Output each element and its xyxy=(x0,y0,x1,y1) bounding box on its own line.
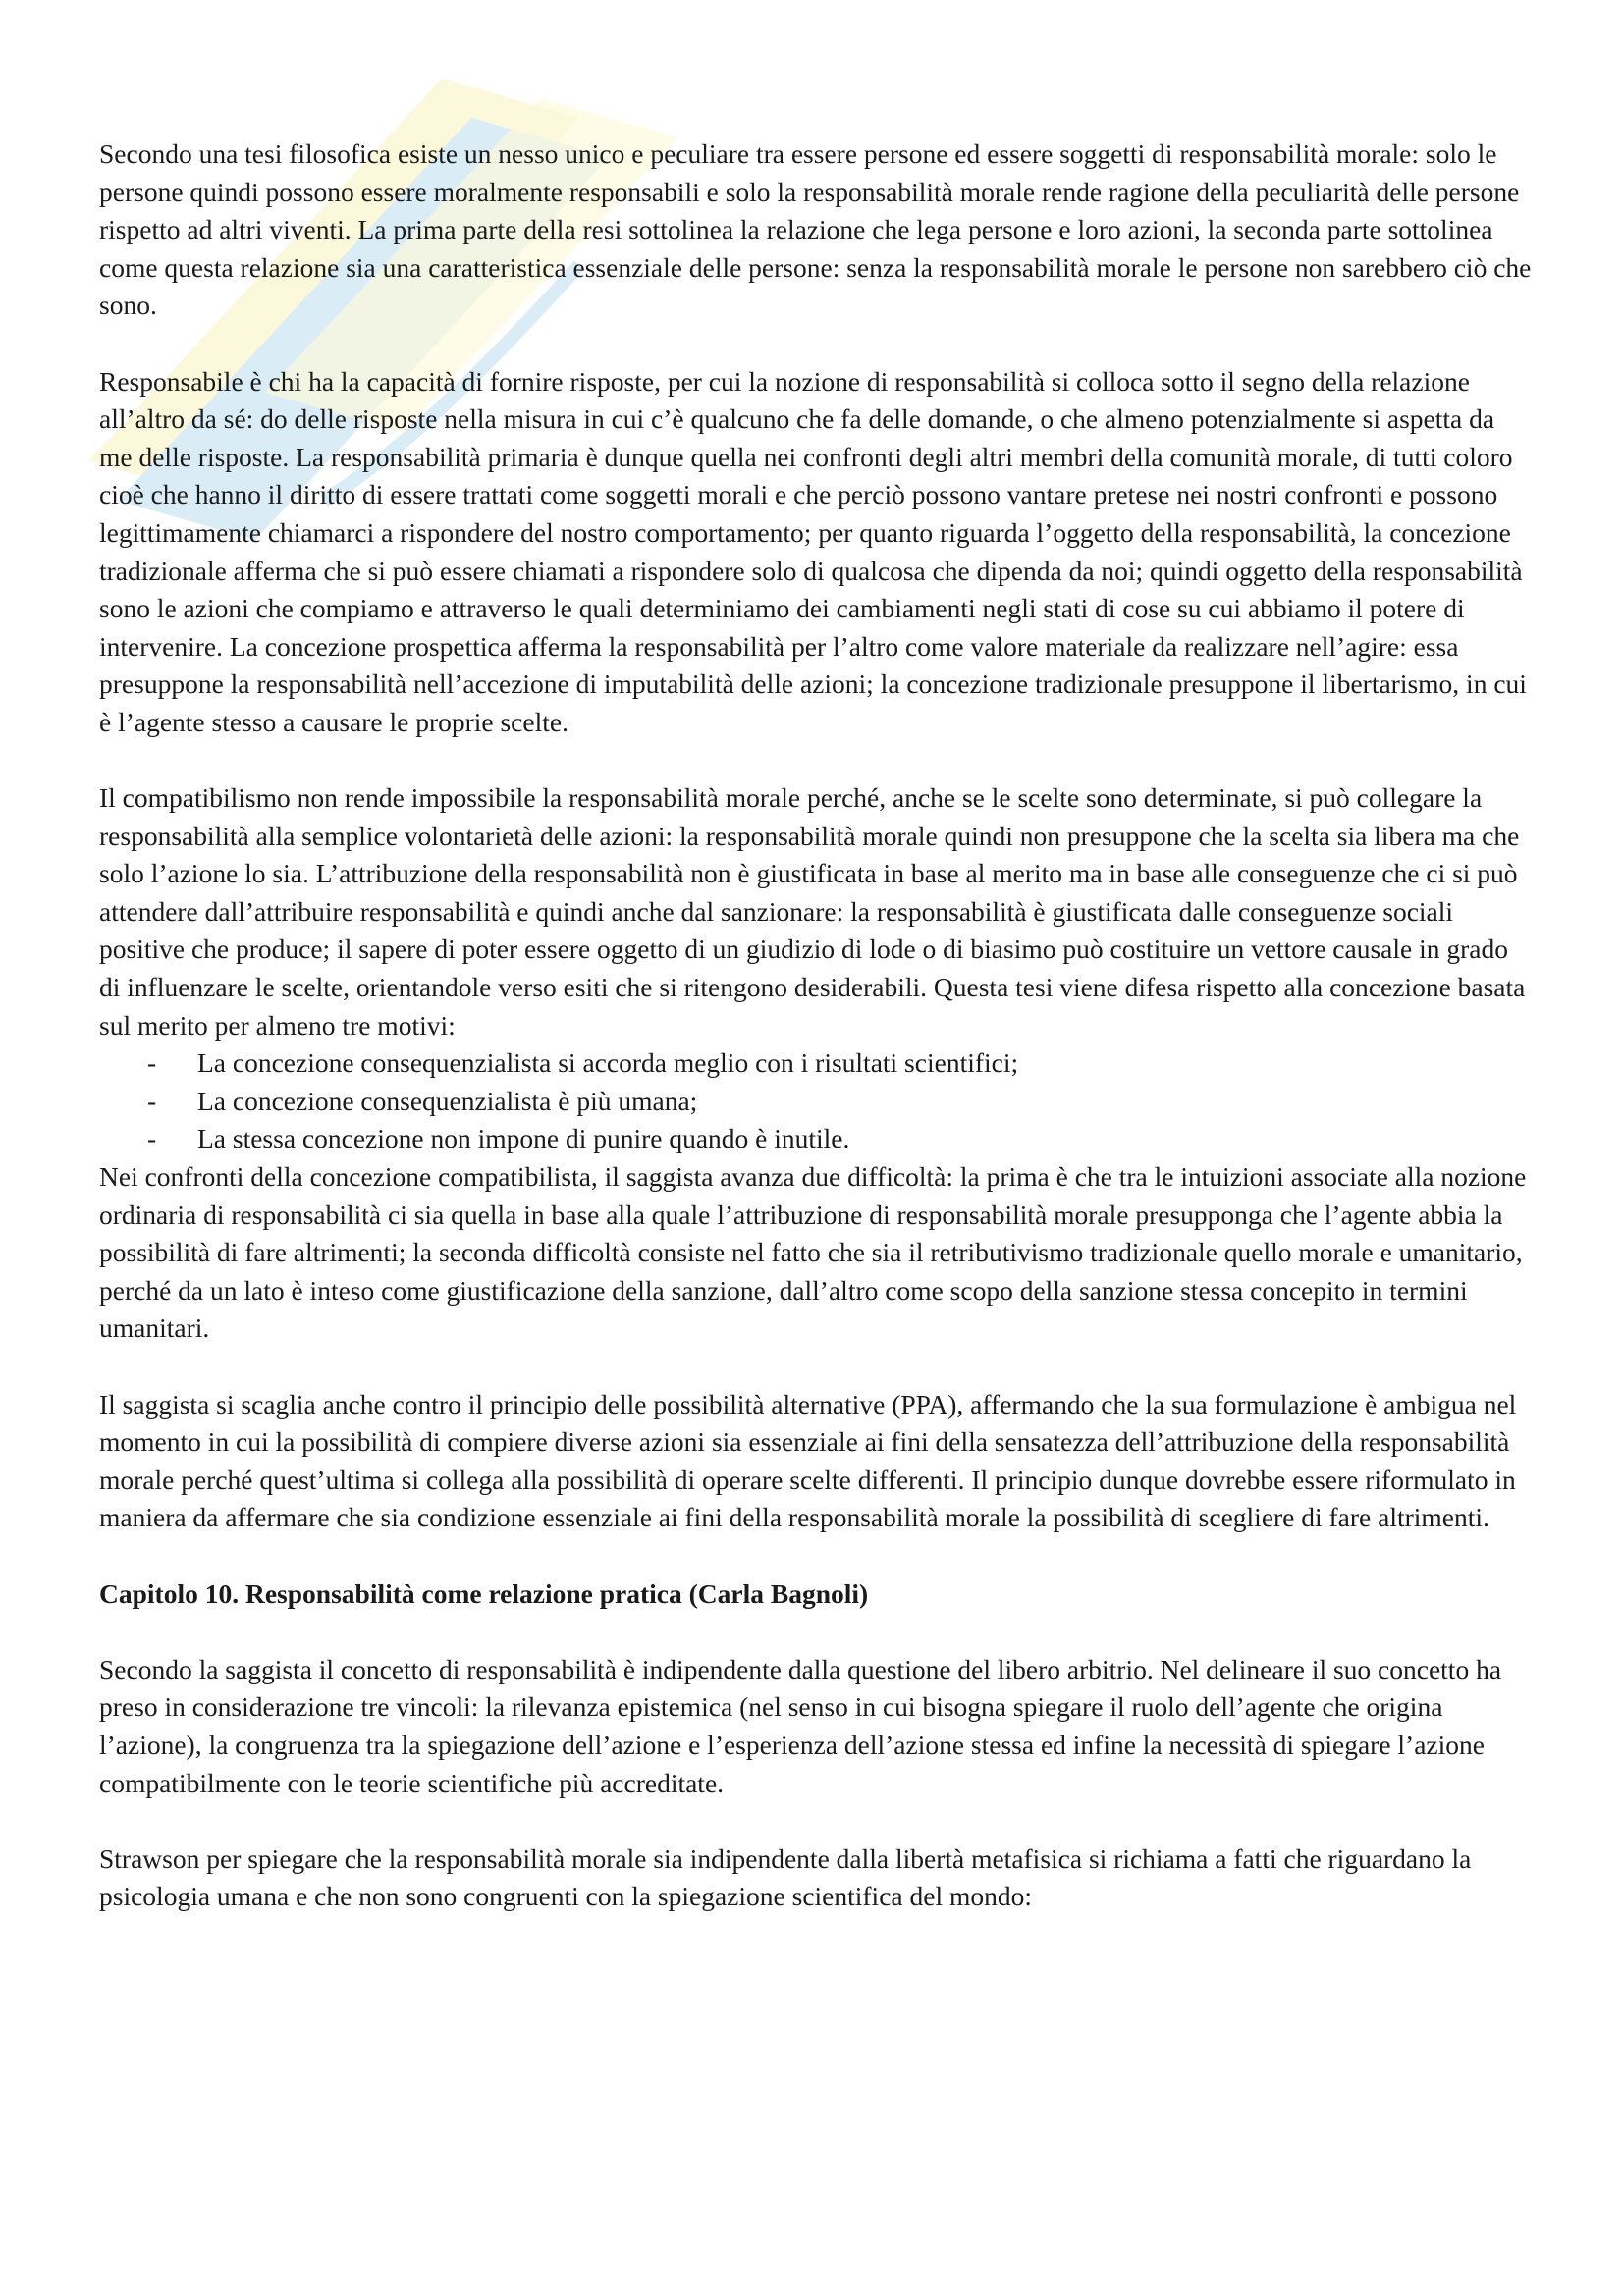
paragraph-compatibilismo: Il compatibilismo non rende impossibile la responsabilità morale perché, anche se le scelte sono determinate, si può collegare la responsabilità alla semplice volontarietà delle azioni: la responsabilità morale quindi non presuppone che la scelta sia libera ma che solo l’azione lo sia. L’attribuzione della responsabilità non è giustificata in base al merito ma in base alle conseguenze che ci si può attendere dall’attribuire responsabilità e quindi anche dal sanzionare: la responsabilità è giustificata dalle conseguenze sociali positive che produce; il sapere di poter essere oggetto di un giudizio di lode o di biasimo può costituire un vettore causale in grado di influenzare le scelte, orientandole verso esiti che si ritengono desiderabili. Questa tesi viene difesa rispetto alla concezione basata sul merito per almeno tre motivi: xyxy=(99,782,1526,1041)
paragraph-saggista: Secondo la saggista il concetto di responsabilità è indipendente dalla questione del libero arbitrio. Nel delineare il suo concetto ha preso in considerazione tre vincoli: la rilevanza epistemica (nel senso in cui bisogna spiegare il ruolo dell’agente che origina l’azione), la congruenza tra la spiegazione dell’azione e l’esperienza dell’azione stessa ed infine la necessità di spiegare l’azione compatibilmente con le teorie scientifiche più accreditate. xyxy=(99,1653,1502,1798)
list-item-text: La concezione consequenzialista si accorda meglio con i risultati scientifici; xyxy=(197,1047,1019,1079)
list-item xyxy=(99,1120,1533,1158)
paragraph-intro: Secondo una tesi filosofica esiste un nesso unico e peculiare tra essere persone ed essere soggetti di responsabilità morale: solo le persone quindi possono essere moralmente responsabili e solo la responsabilità morale rende ragione della peculiarità delle persone rispetto ad altri viventi. La prima parte della resi sottolinea la relazione che lega persone e loro azioni, la seconda parte sottolinea come questa relazione sia una caratteristica essenziale delle persone: senza la responsabilità morale le persone non sarebbero ciò che sono. xyxy=(99,138,1532,321)
list-item-text: La concezione consequenzialista è più umana; xyxy=(197,1085,698,1116)
list-dash: - xyxy=(147,1047,157,1079)
list-item xyxy=(99,1044,1533,1083)
list-dash: - xyxy=(147,1085,157,1116)
paragraph-difficolta: Nei confronti della concezione compatibilista, il saggista avanza due difficoltà: la prima è che tra le intuizioni associate alla nozione ordinaria di responsabilità ci sia quella in base alla quale l’attribuzione di responsabilità morale presupponga che l’agente abbia la possibilità di fare altrimenti; la seconda difficoltà consiste nel fatto che sia il retributivismo tradizionale quello morale e umanitario, perché da un lato è inteso come giustificazione della sanzione, dall’altro come scopo della sanzione stessa concepito in termini umanitari. xyxy=(99,1161,1527,1344)
paragraph-responsabile: Responsabile è chi ha la capacità di fornire risposte, per cui la nozione di responsabilità si colloca sotto il segno della relazione all’altro da sé: do delle risposte nella misura in cui c’è qualcuno che fa delle domande, o che almeno potenzialmente si aspetta da me delle risposte. La responsabilità primaria è dunque quella nei confronti degli altri membri della comunità morale, di tutti coloro cioè che hanno il diritto di essere trattati come soggetti morali e che perciò possono vantare pretese nei nostri confronti e possono legittimamente chiamarci a rispondere del nostro comportamento; per quanto riguarda l’oggetto della responsabilità, la concezione tradizionale afferma che si può essere chiamati a rispondere solo di qualcosa che dipenda da noi; quindi oggetto della responsabilità sono le azioni che compiamo e attraverso le quali determiniamo dei cambiamenti negli stati di cose su cui abbiamo il potere di intervenire. La concezione prospettica afferma la responsabilità per l’altro come valore materiale da realizzare nell’agire: essa presuppone la responsabilità nell’accezione di imputabilità delle azioni; la concezione tradizionale presuppone il libertarismo, in cui è l’agente stesso a causare le proprie scelte. xyxy=(99,365,1527,737)
list-dash: - xyxy=(147,1123,157,1154)
paragraph-ppa: Il saggista si scaglia anche contro il principio delle possibilità alternative (PPA), affermando che la sua formulazione è ambigua nel momento in cui la possibilità di compiere diverse azioni sia essenziale ai fini della sensatezza dell’attribuzione della responsabilità morale perché quest’ultima si collega alla possibilità di operare scelte differenti. Il principio dunque dovrebbe essere riformulato in maniera da affermare che sia condizione essenziale ai fini della responsabilità morale la possibilità di scegliere di fare altrimenti. xyxy=(99,1388,1517,1533)
list-item xyxy=(99,1083,1533,1121)
chapter-heading: Capitolo 10. Responsabilità come relazione pratica (Carla Bagnoli) xyxy=(99,1577,869,1609)
list-item-text: La stessa concezione non impone di punire quando è inutile. xyxy=(197,1123,850,1154)
paragraph-strawson: Strawson per spiegare che la responsabilità morale sia indipendente dalla libertà metafisica si richiama a fatti che riguardano la psicologia umana e che non sono congruenti con la spiegazione scientifica del mondo: xyxy=(99,1842,1472,1912)
document-page xyxy=(99,135,1533,1916)
reasons-list xyxy=(99,1044,1533,1158)
